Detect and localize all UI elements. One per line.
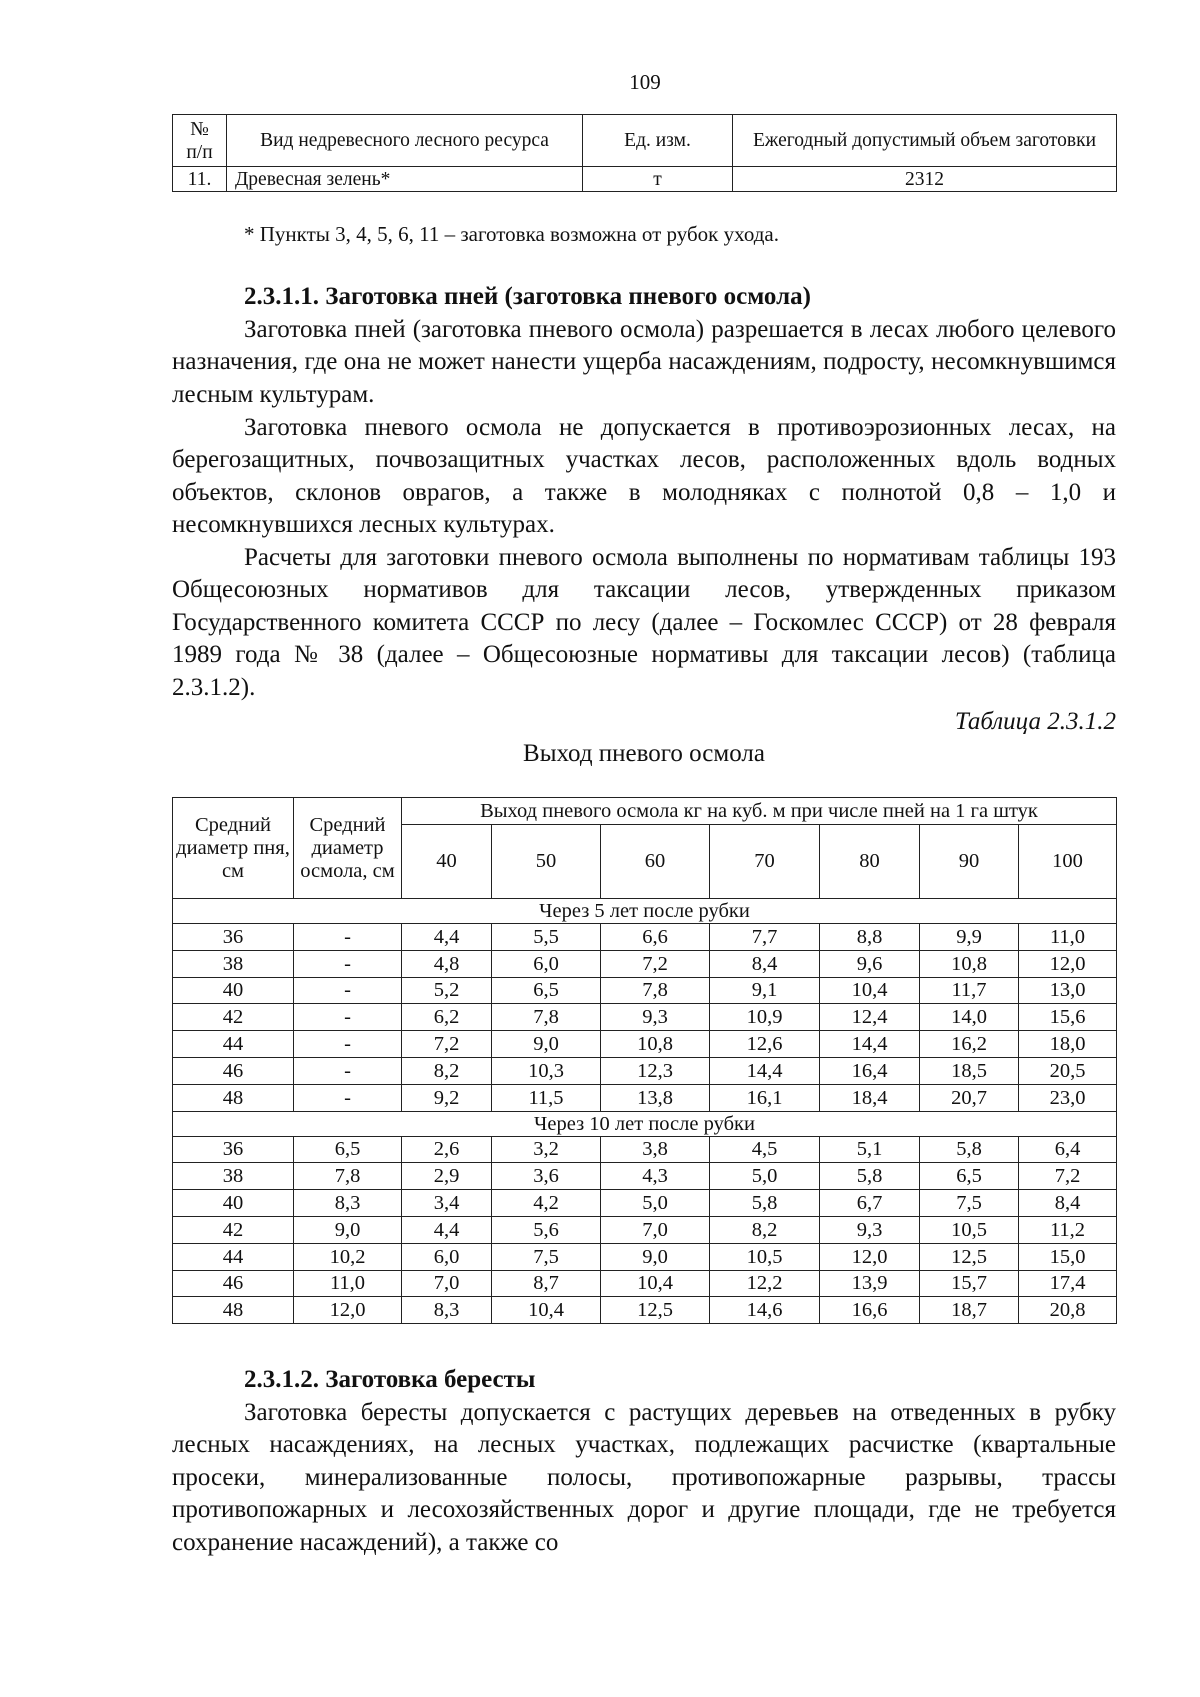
table-row xyxy=(173,1297,1117,1324)
header-num xyxy=(173,115,227,167)
resource-table xyxy=(172,114,1117,192)
table-cell: 16,4 xyxy=(820,1057,920,1084)
table-cell: 36 xyxy=(173,924,294,951)
table-cell: 40 xyxy=(173,1190,294,1217)
table-cell: 8,4 xyxy=(710,950,820,977)
table-row xyxy=(173,1084,1117,1111)
table-cell: 10,3 xyxy=(492,1057,601,1084)
resin-yield-table xyxy=(172,797,1117,1324)
table-cell: 10,4 xyxy=(601,1270,710,1297)
table-cell: 12,0 xyxy=(294,1297,402,1324)
table-cell: 46 xyxy=(173,1057,294,1084)
table-cell: 12,3 xyxy=(601,1057,710,1084)
col-header-stump-diameter: Средний диаметр пня, см xyxy=(173,798,294,899)
table-cell: - xyxy=(294,1004,402,1031)
table-cell: 3,2 xyxy=(492,1136,601,1163)
stump-count-header: 90 xyxy=(920,825,1019,899)
table-cell: 9,0 xyxy=(492,1031,601,1058)
table-cell: 2,6 xyxy=(402,1136,492,1163)
table-cell: 9,1 xyxy=(710,977,820,1004)
table-cell: 12,4 xyxy=(820,1004,920,1031)
table-cell: 7,2 xyxy=(1019,1163,1117,1190)
table-row xyxy=(173,924,1117,951)
table-cell: 5,6 xyxy=(492,1216,601,1243)
table-cell: 4,4 xyxy=(402,1216,492,1243)
table-cell: 38 xyxy=(173,950,294,977)
table-cell: 8,7 xyxy=(492,1270,601,1297)
section-title: Через 5 лет после рубки xyxy=(173,899,1117,924)
table-cell: 20,8 xyxy=(1019,1297,1117,1324)
table-cell: 14,4 xyxy=(710,1057,820,1084)
row-unit: т xyxy=(583,167,733,192)
table-cell: 17,4 xyxy=(1019,1270,1117,1297)
table-cell: 5,1 xyxy=(820,1136,920,1163)
table-cell: 3,4 xyxy=(402,1190,492,1217)
stump-count-header: 60 xyxy=(601,825,710,899)
table-cell: 9,0 xyxy=(294,1216,402,1243)
table-row xyxy=(173,1004,1117,1031)
table-cell: 7,0 xyxy=(601,1216,710,1243)
table-cell: 11,0 xyxy=(294,1270,402,1297)
stump-count-header: 40 xyxy=(402,825,492,899)
table-cell: 18,7 xyxy=(920,1297,1019,1324)
paragraph: Заготовка пней (заготовка пневого осмола) разрешается в лесах любого целевого назначения, где она не может нанести ущерба насаждениям, подросту, несомкнувшимся лесным культурам. xyxy=(172,316,1116,408)
table-row xyxy=(173,1031,1117,1058)
table-row xyxy=(173,1270,1117,1297)
table-cell: 5,8 xyxy=(710,1190,820,1217)
stump-count-header: 80 xyxy=(820,825,920,899)
table-cell: 8,4 xyxy=(1019,1190,1117,1217)
table-cell: 8,8 xyxy=(820,924,920,951)
row-resource-name: Древесная зелень* xyxy=(227,167,583,192)
table-cell: 9,6 xyxy=(820,950,920,977)
paragraph: Расчеты для заготовки пневого осмола выполнены по нормативам таблицы 193 Общесоюзных нормативов для таксации лесов, утвержденных приказом Государственного комитета СССР по лесу (далее – Госкомлес СССР) от 28 февраля 1989 года № 38 (далее – Общесоюзные нормативы для таксации лесов) (таблица 2.3.1.2). xyxy=(172,544,1116,701)
header-num-line1: № xyxy=(190,118,209,140)
table-cell: 42 xyxy=(173,1216,294,1243)
table-cell: 7,8 xyxy=(294,1163,402,1190)
table-cell: 18,5 xyxy=(920,1057,1019,1084)
table-cell: 5,8 xyxy=(820,1163,920,1190)
table-row xyxy=(173,1243,1117,1270)
paragraph: Заготовка бересты допускается с растущих деревьев на отведенных в рубку лесных насаждениях, на лесных участках, подлежащих расчистке (квартальные просеки, минерализованные полосы, противопожарные разрывы, трассы противопожарных и лесохозяйственных дорог и другие площади, где не требуется сохранение насаждений), а также со xyxy=(172,1399,1116,1556)
table-row xyxy=(173,977,1117,1004)
table-cell: 36 xyxy=(173,1136,294,1163)
table-cell: 11,2 xyxy=(1019,1216,1117,1243)
table-cell: 12,5 xyxy=(920,1243,1019,1270)
table-cell: 10,5 xyxy=(920,1216,1019,1243)
table-cell: 8,2 xyxy=(402,1057,492,1084)
table-row xyxy=(173,1190,1117,1217)
table-cell: 6,7 xyxy=(820,1190,920,1217)
table-cell: 9,9 xyxy=(920,924,1019,951)
table-cell: 5,5 xyxy=(492,924,601,951)
table-cell: 10,4 xyxy=(820,977,920,1004)
table-cell: 4,8 xyxy=(402,950,492,977)
section-title: Через 10 лет после рубки xyxy=(173,1111,1117,1136)
table-cell: 10,8 xyxy=(920,950,1019,977)
table-cell: 18,0 xyxy=(1019,1031,1117,1058)
table-cell: 46 xyxy=(173,1270,294,1297)
table-cell: 14,6 xyxy=(710,1297,820,1324)
table-cell: 8,3 xyxy=(294,1190,402,1217)
table-cell: 5,2 xyxy=(402,977,492,1004)
table-cell: 11,5 xyxy=(492,1084,601,1111)
table-cell: 48 xyxy=(173,1084,294,1111)
table-cell: 6,5 xyxy=(920,1163,1019,1190)
table-cell: 13,8 xyxy=(601,1084,710,1111)
table-cell: 14,0 xyxy=(920,1004,1019,1031)
table-cell: 42 xyxy=(173,1004,294,1031)
table-cell: 7,5 xyxy=(492,1243,601,1270)
header-annual-volume: Ежегодный допустимый объем заготовки xyxy=(733,115,1117,167)
table-cell: 7,8 xyxy=(601,977,710,1004)
table-cell: 12,0 xyxy=(820,1243,920,1270)
table-cell: 4,3 xyxy=(601,1163,710,1190)
table-cell: 5,0 xyxy=(710,1163,820,1190)
table-cell: 44 xyxy=(173,1243,294,1270)
table-cell: 16,1 xyxy=(710,1084,820,1111)
table-cell: 15,0 xyxy=(1019,1243,1117,1270)
table-cell: 4,2 xyxy=(492,1190,601,1217)
table-cell: - xyxy=(294,924,402,951)
table-row xyxy=(173,1136,1117,1163)
header-unit: Ед. изм. xyxy=(583,115,733,167)
footnote: * Пункты 3, 4, 5, 6, 11 – заготовка возможна от рубок ухода. xyxy=(244,222,779,246)
table-cell: 23,0 xyxy=(1019,1084,1117,1111)
table-cell: 8,2 xyxy=(710,1216,820,1243)
table-cell: 11,0 xyxy=(1019,924,1117,951)
table-cell: 16,6 xyxy=(820,1297,920,1324)
table-title: Выход пневого осмола xyxy=(523,740,765,767)
table-cell: 3,6 xyxy=(492,1163,601,1190)
table-cell: 12,2 xyxy=(710,1270,820,1297)
table-cell: 6,6 xyxy=(601,924,710,951)
table-cell: 9,3 xyxy=(820,1216,920,1243)
table-cell: 4,5 xyxy=(710,1136,820,1163)
table-cell: 10,4 xyxy=(492,1297,601,1324)
table-row xyxy=(173,1163,1117,1190)
table-cell: 13,0 xyxy=(1019,977,1117,1004)
table-cell: 38 xyxy=(173,1163,294,1190)
table-row xyxy=(173,1216,1117,1243)
table-cell: 6,2 xyxy=(402,1004,492,1031)
table-cell: 10,2 xyxy=(294,1243,402,1270)
table-cell: - xyxy=(294,1084,402,1111)
page-number: 109 xyxy=(629,70,661,94)
table-cell: 11,7 xyxy=(920,977,1019,1004)
table-cell: 9,2 xyxy=(402,1084,492,1111)
table-row xyxy=(173,167,1117,192)
table-cell: 10,9 xyxy=(710,1004,820,1031)
table-cell: 7,2 xyxy=(601,950,710,977)
table-row xyxy=(173,1057,1117,1084)
table-cell: 10,8 xyxy=(601,1031,710,1058)
table-cell: 20,5 xyxy=(1019,1057,1117,1084)
table-cell: 18,4 xyxy=(820,1084,920,1111)
table-cell: 44 xyxy=(173,1031,294,1058)
table-header-row xyxy=(173,798,1117,825)
stump-count-header: 100 xyxy=(1019,825,1117,899)
table-cell: 48 xyxy=(173,1297,294,1324)
table-cell: 6,5 xyxy=(294,1136,402,1163)
header-num-line2: п/п xyxy=(186,141,213,163)
table-cell: 5,8 xyxy=(920,1136,1019,1163)
table-cell: 9,0 xyxy=(601,1243,710,1270)
table-cell: 7,5 xyxy=(920,1190,1019,1217)
table-cell: 6,4 xyxy=(1019,1136,1117,1163)
table-label: Таблица 2.3.1.2 xyxy=(954,708,1116,735)
table-cell: 6,0 xyxy=(402,1243,492,1270)
table-cell: - xyxy=(294,1057,402,1084)
table-row xyxy=(173,950,1117,977)
paragraph: Заготовка пневого осмола не допускается в противоэрозионных лесах, на берегозащитных, почвозащитных участках лесов, расположенных вдоль водных объектов, склонов оврагов, а также в молодняках с полнотой 0,8 – 1,0 и несомкнувшихся лесных культурах. xyxy=(172,414,1116,539)
table-cell: 12,5 xyxy=(601,1297,710,1324)
table-cell: 20,7 xyxy=(920,1084,1019,1111)
table-cell: 12,0 xyxy=(1019,950,1117,977)
table-cell: 2,9 xyxy=(402,1163,492,1190)
row-num: 11. xyxy=(173,167,227,192)
table-cell: 15,6 xyxy=(1019,1004,1117,1031)
section-title-row xyxy=(173,899,1117,924)
table-cell: 7,2 xyxy=(402,1031,492,1058)
stump-count-header: 50 xyxy=(492,825,601,899)
table-cell: 16,2 xyxy=(920,1031,1019,1058)
row-volume: 2312 xyxy=(733,167,1117,192)
stump-count-header: 70 xyxy=(710,825,820,899)
table-cell: 6,0 xyxy=(492,950,601,977)
table-cell: - xyxy=(294,1031,402,1058)
table-cell: - xyxy=(294,977,402,1004)
table-cell: 40 xyxy=(173,977,294,1004)
table-cell: 15,7 xyxy=(920,1270,1019,1297)
table-cell: 10,5 xyxy=(710,1243,820,1270)
section-title-row xyxy=(173,1111,1117,1136)
table-cell: 13,9 xyxy=(820,1270,920,1297)
resource-table-header xyxy=(173,115,1117,167)
table-cell: 7,8 xyxy=(492,1004,601,1031)
section-heading-birch-bark: 2.3.1.2. Заготовка бересты xyxy=(244,1366,536,1393)
table-cell: - xyxy=(294,950,402,977)
table-cell: 5,0 xyxy=(601,1190,710,1217)
table-cell: 7,7 xyxy=(710,924,820,951)
header-resource-type: Вид недревесного лесного ресурса xyxy=(227,115,583,167)
table-cell: 9,3 xyxy=(601,1004,710,1031)
table-cell: 6,5 xyxy=(492,977,601,1004)
table-cell: 3,8 xyxy=(601,1136,710,1163)
table-cell: 8,3 xyxy=(402,1297,492,1324)
section-heading-stumps: 2.3.1.1. Заготовка пней (заготовка пневого осмола) xyxy=(244,283,811,310)
table-cell: 14,4 xyxy=(820,1031,920,1058)
table-cell: 12,6 xyxy=(710,1031,820,1058)
table-cell: 4,4 xyxy=(402,924,492,951)
table-cell: 7,0 xyxy=(402,1270,492,1297)
col-header-group: Выход пневого осмола кг на куб. м при числе пней на 1 га штук xyxy=(402,798,1117,825)
col-header-resin-diameter: Средний диаметр осмола, см xyxy=(294,798,402,899)
